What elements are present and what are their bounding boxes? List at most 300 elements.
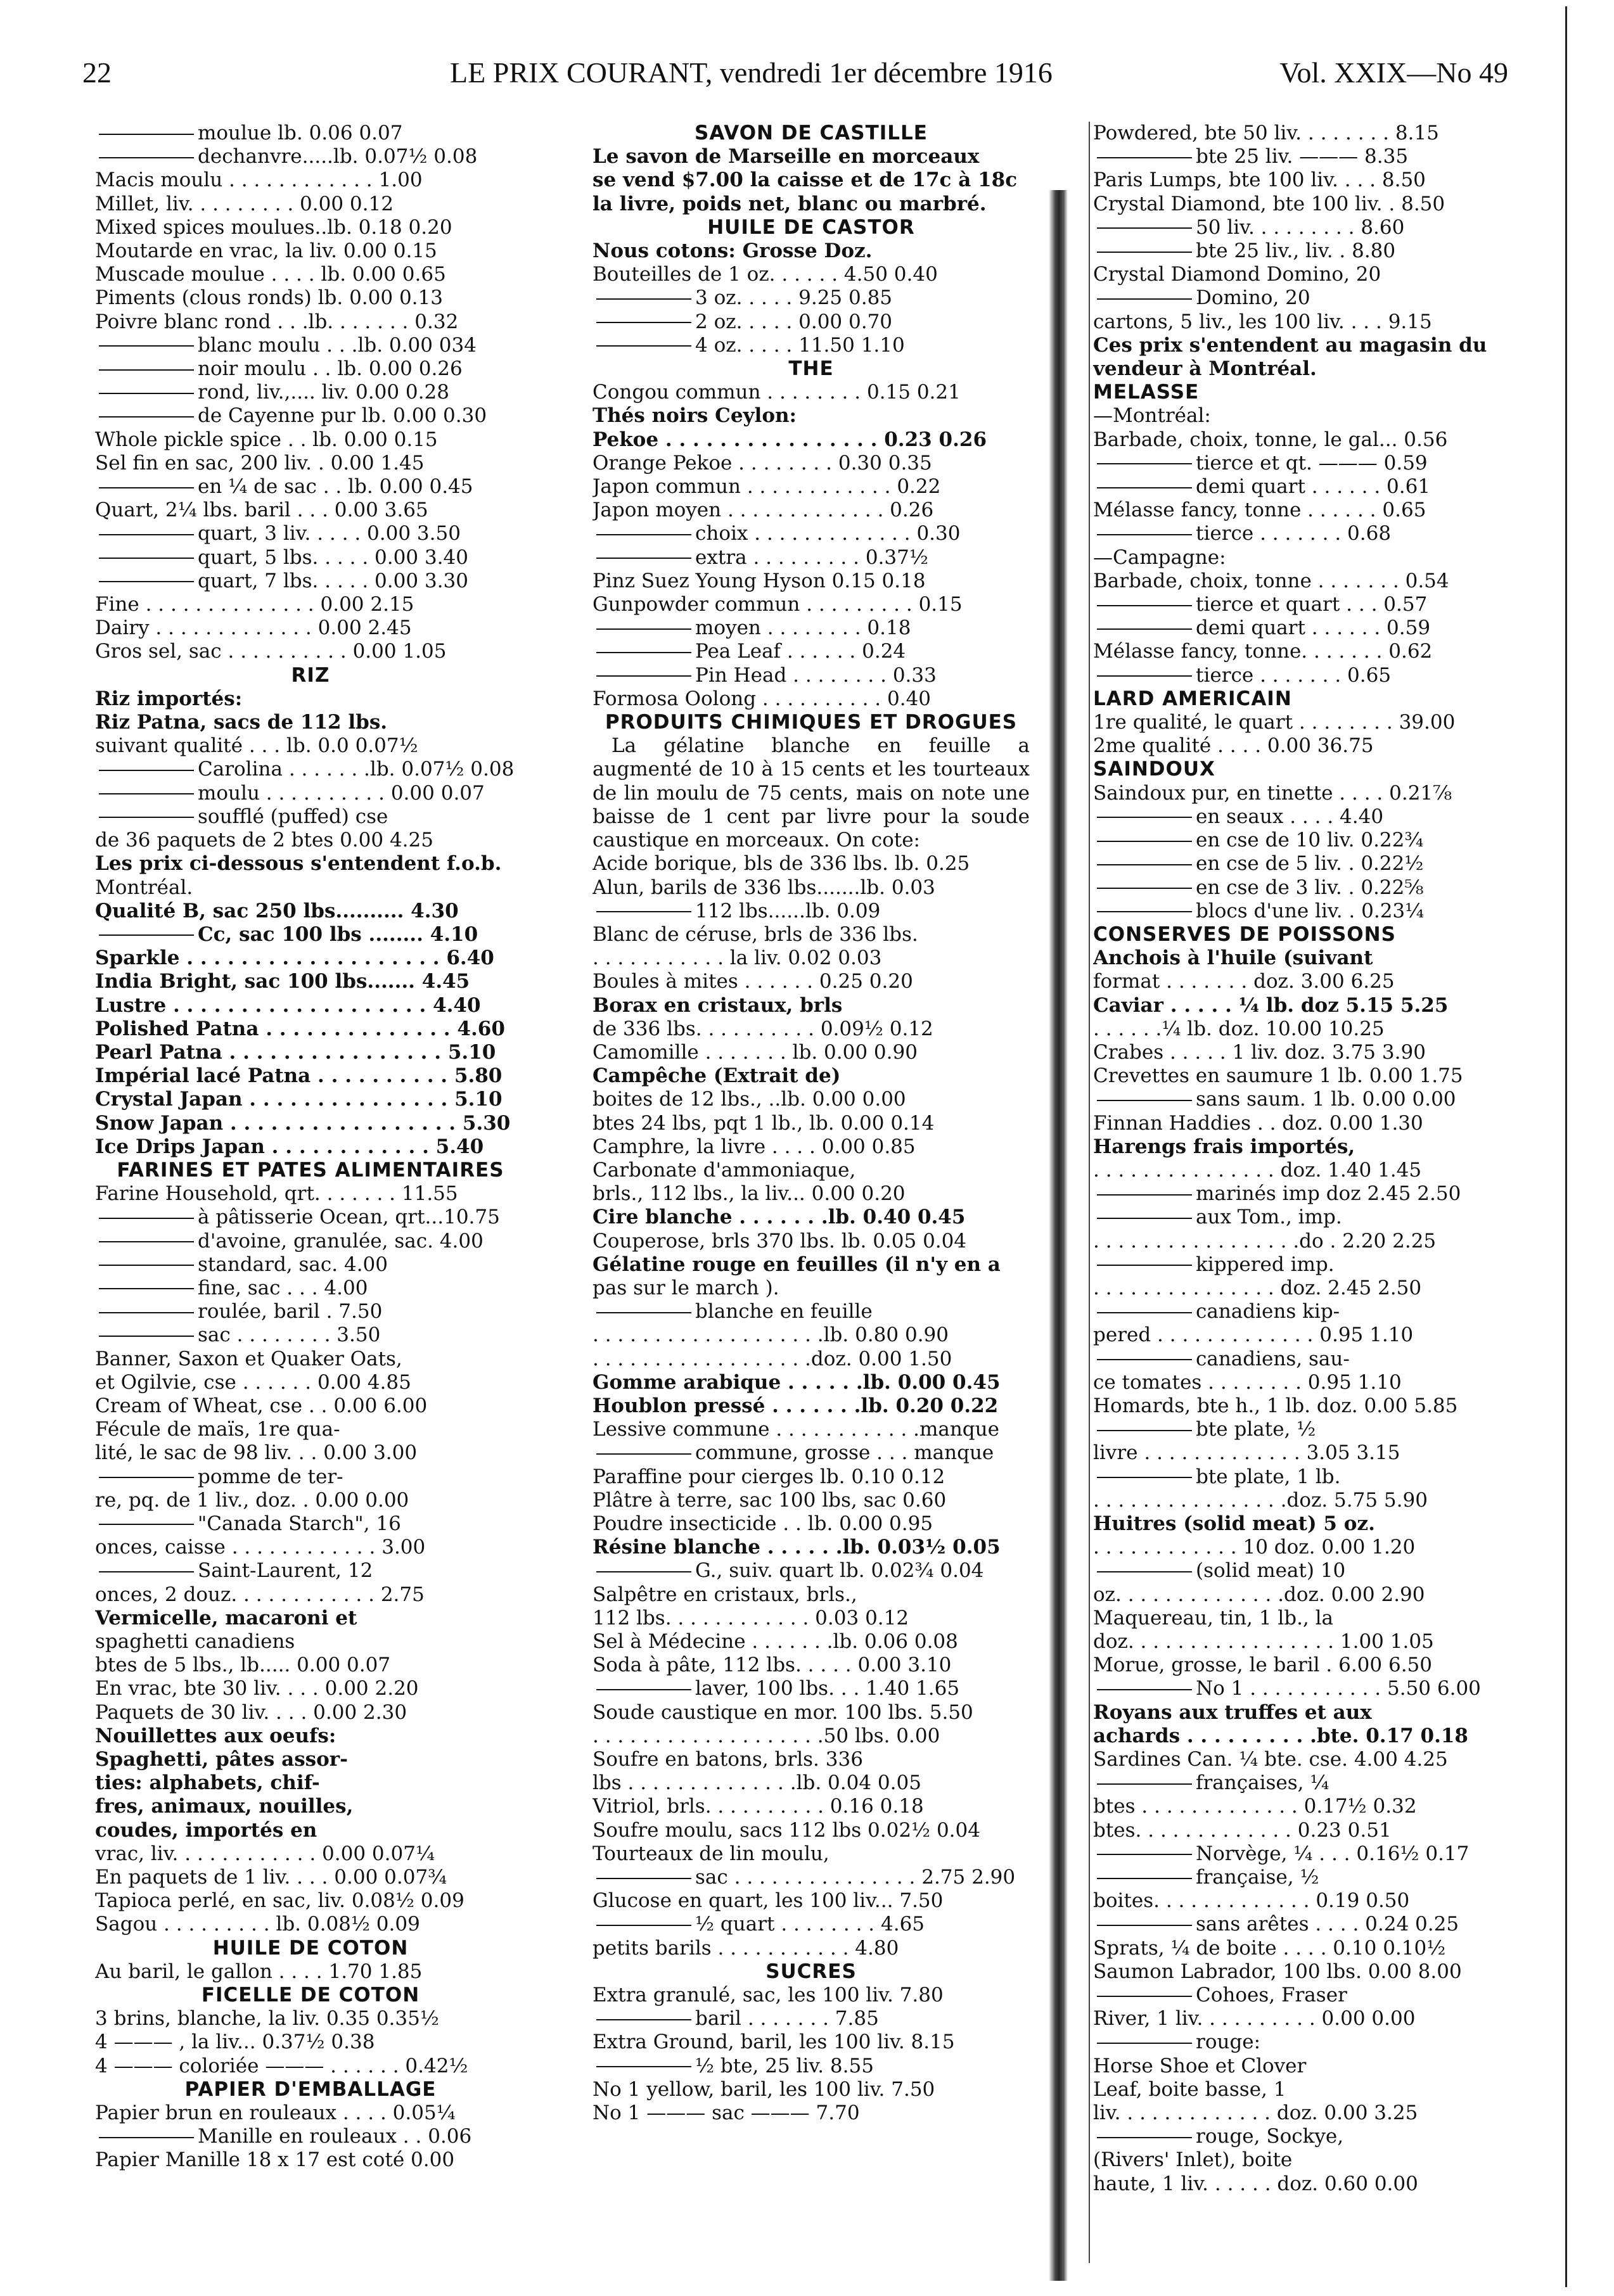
price-line: —Montréal:	[1093, 404, 1211, 428]
price-line	[95, 923, 526, 947]
price-line-text: quart, 5 lbs. . . . . 0.00 3.40	[198, 545, 468, 569]
price-line-text: soufflé (puffed) cse	[198, 805, 388, 828]
price-line	[592, 286, 1030, 310]
price-line: . . . . . . . . . . . . . . . doz. 2.45 2.50	[1093, 1276, 1422, 1299]
price-line-text: tierce et quart . . . 0.57	[1196, 593, 1428, 616]
ditto-dash	[99, 134, 194, 135]
price-line-text: Saint-Laurent, 12	[198, 1559, 373, 1583]
price-line	[1093, 452, 1537, 475]
ditto-dash	[1097, 864, 1192, 865]
price-line-text: bte plate, ½	[1196, 1418, 1316, 1441]
price-line-text: Carolina . . . . . . .lb. 0.07½ 0.08	[198, 758, 515, 781]
price-line-text: extra . . . . . . . . . 0.37½	[695, 545, 928, 569]
price-line	[1093, 1418, 1537, 1441]
price-line-text: moyen . . . . . . . . 0.18	[695, 616, 911, 640]
ditto-dash	[1097, 911, 1192, 912]
price-line	[1093, 1182, 1537, 1206]
price-line: Soda à pâte, 112 lbs. . . . . 0.00 3.10	[592, 1654, 952, 1677]
ditto-dash	[1097, 1925, 1192, 1926]
price-line: Ice Drips Japan . . . . . . . . . . . . 5.40	[95, 1135, 484, 1158]
price-line: Congou commun . . . . . . . . 0.15 0.21	[592, 381, 961, 404]
price-line: 1re qualité, le quart . . . . . . . . 39.00	[1093, 711, 1456, 734]
price-line: Muscade moulue . . . . lb. 0.00 0.65	[95, 263, 446, 286]
price-line: Les prix ci-dessous s'entendent f.o.b.	[95, 852, 502, 876]
price-line: ce tomates . . . . . . . . 0.95 1.10	[1093, 1370, 1402, 1394]
ditto-dash	[596, 1453, 691, 1455]
price-line: Vitriol, brls. . . . . . . . . . 0.16 0.18	[592, 1795, 924, 1818]
price-line-text: canadiens, sau-	[1196, 1347, 1350, 1370]
price-line: Qualité B, sac 250 lbs.......... 4.30	[95, 899, 459, 922]
column-rule	[1089, 122, 1090, 2263]
price-line: Carbonate d'ammoniaque,	[592, 1158, 856, 1182]
price-line-text: ½ quart . . . . . . . . 4.65	[695, 1913, 925, 1936]
price-line-text: bte 25 liv. ——— 8.35	[1196, 145, 1409, 169]
price-line: . . . . . . . . . . . . 10 doz. 0.00 1.20	[1093, 1536, 1416, 1559]
paragraph: La gélatine blanche en feuille a augmenté de 10 à 15 cents et les tourteaux de lin moulu de 75 cents, mais on note une baisse de 1 cent par livre pour la soude caustique en morceaux. On cote:	[592, 734, 1030, 852]
ditto-dash	[1097, 1689, 1192, 1690]
price-line	[1093, 1842, 1537, 1866]
price-line: Fécule de maïs, 1re qua-	[95, 1418, 340, 1441]
ditto-dash	[99, 817, 194, 818]
price-line: Nous cotons: Grosse Doz.	[592, 239, 873, 263]
price-line: Camphre, la livre . . . . 0.00 0.85	[592, 1135, 916, 1158]
price-line	[1093, 2125, 1537, 2148]
price-line: spaghetti canadiens	[95, 1630, 295, 1653]
ditto-dash	[1097, 1265, 1192, 1266]
price-line: Lessive commune . . . . . . . . . . . .manque	[592, 1418, 999, 1441]
price-line: onces, caisse . . . . . . . . . . . . 3.00	[95, 1536, 426, 1559]
price-line: Cream of Wheat, cse . . 0.00 6.00	[95, 1394, 428, 1417]
section-heading: PRODUITS CHIMIQUES ET DROGUES	[605, 711, 1018, 734]
price-line: Extra granulé, sac, les 100 liv. 7.80	[592, 1984, 944, 2007]
price-line	[592, 616, 1030, 640]
price-line-text: blanche en feuille	[695, 1300, 873, 1323]
price-line	[95, 782, 526, 805]
ditto-dash	[1097, 1100, 1192, 1101]
price-line: Banner, Saxon et Quaker Oats,	[95, 1347, 402, 1370]
ditto-dash	[99, 369, 194, 371]
price-line: Extra Ground, baril, les 100 liv. 8.15	[592, 2031, 955, 2054]
price-line: Cire blanche . . . . . . .lb. 0.40 0.45	[592, 1206, 966, 1229]
ditto-dash	[99, 1312, 194, 1313]
price-line: Barbade, choix, tonne . . . . . . . 0.54	[1093, 569, 1449, 592]
price-line: Barbade, choix, tonne, le gal... 0.56	[1093, 428, 1448, 451]
ditto-dash	[99, 416, 194, 418]
price-line: achards . . . . . . . . . .bte. 0.17 0.18	[1093, 1724, 1468, 1747]
price-line: . . . . . .¼ lb. doz. 10.00 10.25	[1093, 1017, 1385, 1040]
price-line	[1093, 1465, 1537, 1489]
price-line-text: de Cayenne pur lb. 0.00 0.30	[198, 404, 487, 428]
price-line-text: rond, liv.,.... liv. 0.00 0.28	[198, 381, 449, 404]
price-line: Ces prix s'entendent au magasin du	[1093, 333, 1487, 357]
price-line: Bouteilles de 1 oz. . . . . . 4.50 0.40	[592, 263, 938, 286]
price-line	[592, 1677, 1030, 1700]
ditto-dash	[1097, 1477, 1192, 1478]
price-line: Japon moyen . . . . . . . . . . . . . 0.26	[592, 499, 934, 522]
price-line-text: aux Tom., imp.	[1196, 1206, 1342, 1229]
ditto-dash	[99, 393, 194, 394]
price-line-text: rouge:	[1196, 2031, 1261, 2054]
price-line: Crevettes en saumure 1 lb. 0.00 1.75	[1093, 1064, 1463, 1088]
column-2	[592, 122, 1030, 2125]
ditto-dash	[99, 345, 194, 347]
price-line	[592, 900, 1030, 923]
price-line	[95, 522, 526, 545]
price-line	[95, 145, 526, 169]
ditto-dash	[596, 298, 691, 300]
price-line-text: commune, grosse . . . manque	[695, 1441, 994, 1465]
ditto-dash	[99, 770, 194, 771]
price-line: Riz Patna, sacs de 112 lbs.	[95, 711, 388, 734]
ditto-dash	[99, 157, 194, 158]
price-line: vendeur à Montréal.	[1093, 357, 1317, 381]
section-heading: RIZ	[291, 663, 330, 687]
price-line: Gunpowder commun . . . . . . . . . 0.15	[592, 593, 963, 616]
price-line-text: blanc moulu . . .lb. 0.00 034	[198, 333, 477, 357]
price-line	[95, 546, 526, 570]
price-line-text: Pea Leaf . . . . . . 0.24	[695, 640, 906, 663]
price-line: Houblon pressé . . . . . . .lb. 0.20 0.22	[592, 1394, 999, 1417]
price-line: Harengs frais importés,	[1093, 1135, 1355, 1158]
price-line: Snow Japan . . . . . . . . . . . . . . . . . 5.30	[95, 1111, 511, 1135]
price-line: Borax en cristaux, brls	[592, 993, 843, 1017]
price-line	[592, 522, 1030, 545]
price-line-text: (solid meat) 10	[1196, 1559, 1346, 1583]
ditto-dash	[1097, 817, 1192, 818]
ditto-dash	[596, 558, 691, 559]
ditto-dash	[596, 1312, 691, 1313]
section-heading: SAVON DE CASTILLE	[695, 122, 928, 144]
section-heading: CONSERVES DE POISSONS	[1093, 922, 1396, 946]
price-line-text: en ¼ de sac . . lb. 0.00 0.45	[198, 475, 473, 499]
price-line: Orange Pekoe . . . . . . . . 0.30 0.35	[592, 451, 932, 475]
price-line: btes 24 lbs, pqt 1 lb., lb. 0.00 0.14	[592, 1111, 935, 1135]
price-line: Piments (clous ronds) lb. 0.00 0.13	[95, 286, 443, 310]
price-line	[95, 1512, 526, 1536]
column-1	[95, 122, 526, 2172]
ditto-dash	[99, 1218, 194, 1219]
price-line: liv. . . . . . . . . . . . . doz. 0.00 3.25	[1093, 2101, 1418, 2125]
price-line: Tapioca perlé, en sac, liv. 0.08½ 0.09	[95, 1889, 464, 1913]
price-line: Spaghetti, pâtes assor-	[95, 1748, 349, 1771]
price-line: No 1 ——— sac ——— 7.70	[592, 2101, 860, 2125]
price-line	[95, 357, 526, 381]
price-line: Mélasse fancy, tonne . . . . . . 0.65	[1093, 499, 1426, 522]
price-line	[592, 334, 1030, 357]
price-line: Pearl Patna . . . . . . . . . . . . . . . . 5.10	[95, 1040, 496, 1064]
price-line	[592, 1866, 1030, 1889]
price-line: brls., 112 lbs., la liv... 0.00 0.20	[592, 1182, 906, 1206]
price-line: Moutarde en vrac, la liv. 0.00 0.15	[95, 239, 437, 263]
price-line: Camomille . . . . . . . lb. 0.00 0.90	[592, 1040, 918, 1064]
price-line: livre . . . . . . . . . . . . . 3.05 3.15	[1093, 1441, 1400, 1465]
price-line	[1093, 829, 1537, 852]
price-line: Huitres (solid meat) 5 oz.	[1093, 1512, 1375, 1535]
price-line: Résine blanche . . . . . .lb. 0.03½ 0.05	[592, 1536, 1001, 1559]
price-line-text: tierce . . . . . . . 0.65	[1196, 663, 1392, 687]
price-line	[1093, 475, 1537, 499]
price-line: Whole pickle spice . . lb. 0.00 0.15	[95, 428, 438, 451]
price-line: Nouillettes aux oeufs:	[95, 1724, 336, 1747]
price-line: Montréal.	[95, 876, 193, 899]
price-line-text: françaises, ¼	[1196, 1771, 1329, 1795]
price-line-text: marinés imp doz 2.45 2.50	[1196, 1182, 1461, 1206]
ditto-dash	[1097, 1878, 1192, 1879]
price-line	[95, 2125, 526, 2148]
ditto-dash	[1097, 1854, 1192, 1855]
price-line-text: tierce et qt. ——— 0.59	[1196, 451, 1428, 475]
price-line: 4 ——— , la liv... 0.37½ 0.38	[95, 2031, 375, 2054]
price-line	[95, 758, 526, 781]
price-line	[95, 1300, 526, 1323]
price-line-text: rouge, Sockye,	[1196, 2125, 1344, 2148]
price-line-text: blocs d'une liv. . 0.23¼	[1196, 899, 1425, 922]
price-line-text: 112 lbs......lb. 0.09	[695, 899, 881, 922]
price-line: Crystal Diamond, bte 100 liv. . 8.50	[1093, 192, 1445, 215]
price-line	[95, 1230, 526, 1253]
price-line-text: No 1 . . . . . . . . . . . 5.50 6.00	[1196, 1677, 1481, 1700]
price-line-text: roulée, baril . 7.50	[198, 1300, 383, 1323]
ditto-dash	[1097, 227, 1192, 229]
price-line: India Bright, sac 100 lbs....... 4.45	[95, 970, 470, 993]
price-line: Powdered, bte 50 liv. . . . . . . . 8.15	[1093, 122, 1439, 144]
price-line: suivant qualité . . . lb. 0.0 0.07½	[95, 734, 418, 758]
page-number: 22	[82, 56, 112, 89]
page-edge-rule	[1565, 6, 1567, 2287]
price-line-text: G., suiv. quart lb. 0.02¾ 0.04	[695, 1559, 984, 1583]
price-line: Paraffine pour cierges lb. 0.10 0.12	[592, 1465, 945, 1488]
price-line	[1093, 593, 1537, 616]
price-line: coudes, importés en	[95, 1818, 317, 1842]
price-line	[95, 475, 526, 499]
price-line: btes de 5 lbs., lb..... 0.00 0.07	[95, 1654, 391, 1677]
ditto-dash	[99, 1524, 194, 1525]
price-line: Campêche (Extrait de)	[592, 1064, 841, 1088]
ditto-dash	[596, 1689, 691, 1690]
page-header	[82, 56, 1508, 100]
price-line	[1093, 1866, 1537, 1889]
price-line: Papier brun en rouleaux . . . . 0.05¼	[95, 2101, 456, 2125]
price-line: River, 1 liv. . . . . . . . . . 0.00 0.00	[1093, 2007, 1416, 2031]
price-line: Mixed spices moulues..lb. 0.18 0.20	[95, 215, 452, 239]
ditto-dash	[1097, 463, 1192, 464]
price-line-text: "Canada Starch", 16	[198, 1512, 401, 1535]
price-line-text: dechanvre.....lb. 0.07½ 0.08	[198, 145, 478, 169]
price-line: fres, animaux, nouilles,	[95, 1795, 354, 1818]
price-line	[95, 122, 526, 145]
ditto-dash	[596, 652, 691, 653]
price-line	[95, 570, 526, 593]
price-line	[95, 381, 526, 404]
section-heading: MELASSE	[1093, 381, 1200, 404]
price-line: Macis moulu . . . . . . . . . . . . 1.00	[95, 169, 423, 192]
ditto-dash	[1097, 1312, 1192, 1313]
section-heading: HUILE DE COTON	[212, 1936, 409, 1960]
price-line: lité, le sac de 98 liv. . . 0.00 3.00	[95, 1441, 418, 1465]
price-line: Royans aux truffes et aux	[1093, 1700, 1372, 1724]
price-line: la livre, poids net, blanc ou marbré.	[592, 192, 987, 215]
price-line	[592, 310, 1030, 334]
price-line: Japon commun . . . . . . . . . . . . 0.22	[592, 475, 941, 499]
price-line-text: en cse de 10 liv. 0.22¾	[1196, 829, 1424, 852]
price-line-text: en cse de 5 liv. . 0.22½	[1196, 852, 1424, 876]
price-line: Leaf, boite basse, 1	[1093, 2077, 1286, 2101]
ditto-dash	[1097, 1218, 1192, 1219]
ditto-dash	[99, 1336, 194, 1337]
price-line-text: sac . . . . . . . . 3.50	[198, 1323, 381, 1347]
price-line-text: sans arêtes . . . . 0.24 0.25	[1196, 1913, 1459, 1936]
price-line: Glucose en quart, les 100 liv... 7.50	[592, 1889, 944, 1913]
ditto-dash	[99, 487, 194, 488]
ditto-dash	[1097, 487, 1192, 488]
ditto-dash	[1097, 157, 1192, 158]
price-line	[95, 805, 526, 829]
ditto-dash	[596, 628, 691, 630]
price-line: Horse Shoe et Clover	[1093, 2054, 1307, 2077]
price-line: lbs . . . . . . . . . . . . . .lb. 0.04 0.05	[592, 1771, 921, 1795]
price-line: Au baril, le gallon . . . . 1.70 1.85	[95, 1960, 423, 1983]
price-line-text: noir moulu . . lb. 0.00 0.26	[198, 357, 463, 381]
price-line-text: 50 liv. . . . . . . . . 8.60	[1196, 215, 1405, 239]
price-line	[592, 2055, 1030, 2078]
ditto-dash	[99, 558, 194, 559]
section-heading: SAINDOUX	[1093, 758, 1215, 781]
ditto-dash	[1097, 1996, 1192, 1997]
price-line: de 336 lbs. . . . . . . . . . 0.09½ 0.12	[592, 1017, 933, 1040]
page-title: LE PRIX COURANT, vendredi 1er décembre 1916	[450, 56, 1053, 89]
price-line: boites de 12 lbs., ..lb. 0.00 0.00	[592, 1088, 906, 1111]
price-line-text: choix . . . . . . . . . . . . . 0.30	[695, 522, 961, 545]
price-line: Thés noirs Ceylon:	[592, 404, 797, 428]
price-line: Tourteaux de lin moulu,	[592, 1842, 829, 1865]
price-line: 4 ——— coloriée ——— . . . . . . 0.42½	[95, 2054, 468, 2077]
price-line	[1093, 900, 1537, 923]
price-line: Le savon de Marseille en morceaux	[592, 145, 980, 169]
price-line: petits barils . . . . . . . . . . . 4.80	[592, 1936, 899, 1960]
price-line: Lustre . . . . . . . . . . . . . . . . . . . 4.40	[95, 993, 481, 1017]
ditto-dash	[99, 1265, 194, 1266]
price-line: Soufre moulu, sacs 112 lbs 0.02½ 0.04	[592, 1818, 980, 1842]
ditto-dash	[596, 911, 691, 912]
ditto-dash	[99, 793, 194, 794]
price-line: Salpêtre en cristaux, brls.,	[592, 1583, 857, 1606]
ditto-dash	[99, 934, 194, 936]
section-heading: SUCRES	[765, 1960, 857, 1983]
price-line	[1093, 876, 1537, 900]
price-line: Blanc de céruse, brls de 336 lbs.	[592, 922, 918, 946]
price-line	[95, 1323, 526, 1347]
price-line: Crabes . . . . . 1 liv. doz. 3.75 3.90	[1093, 1040, 1426, 1064]
price-line: Acide borique, bls de 336 lbs. lb. 0.25	[592, 852, 970, 876]
price-line: Homards, bte h., 1 lb. doz. 0.00 5.85	[1093, 1394, 1458, 1417]
price-line	[1093, 1300, 1537, 1323]
price-line: btes. . . . . . . . . . . . . 0.23 0.51	[1093, 1818, 1392, 1842]
price-line: Dairy . . . . . . . . . . . . . 0.00 2.45	[95, 616, 412, 640]
ditto-dash	[596, 675, 691, 677]
ditto-dash	[596, 2066, 691, 2067]
price-line: ties: alphabets, chif-	[95, 1771, 320, 1795]
price-line: Paris Lumps, bte 100 liv. . . . 8.50	[1093, 169, 1426, 192]
price-line: Mélasse fancy, tonne. . . . . . . 0.62	[1093, 640, 1433, 663]
ditto-dash	[1097, 2137, 1192, 2138]
price-line: Farine Household, qrt. . . . . . . 11.55	[95, 1182, 458, 1206]
price-line-text: bte plate, 1 lb.	[1196, 1465, 1341, 1488]
price-line: Alun, barils de 336 lbs.......lb. 0.03	[592, 876, 935, 899]
section-heading: HUILE DE CASTOR	[707, 215, 915, 239]
price-line-text: standard, sac. 4.00	[198, 1253, 388, 1276]
price-line-text: bte 25 liv., liv. . 8.80	[1196, 239, 1396, 263]
ditto-dash	[1097, 1571, 1192, 1572]
price-line	[1093, 616, 1537, 640]
price-line: . . . . . . . . . . . . . . . . . . .50 lbs. 0.00	[592, 1724, 940, 1747]
price-line: . . . . . . . . . . . . . . . .doz. 5.75 5.90	[1093, 1488, 1428, 1512]
price-line	[95, 1253, 526, 1277]
price-line: Saumon Labrador, 100 lbs. 0.00 8.00	[1093, 1960, 1462, 1983]
price-line	[1093, 1348, 1537, 1371]
price-line: Finnan Haddies . . doz. 0.00 1.30	[1093, 1111, 1423, 1135]
ditto-dash	[1097, 252, 1192, 253]
price-line	[1093, 1253, 1537, 1277]
price-line-text: pomme de ter-	[198, 1465, 343, 1488]
price-line-text: demi quart . . . . . . 0.61	[1196, 475, 1431, 499]
price-line: 3 brins, blanche, la liv. 0.35 0.35½	[95, 2007, 439, 2031]
price-line	[1093, 1771, 1537, 1795]
ditto-dash	[99, 1571, 194, 1572]
price-line: . . . . . . . . . . . la liv. 0.02 0.03	[592, 947, 882, 970]
price-line: Poivre blanc rond . . .lb. . . . . . . 0.32	[95, 310, 459, 333]
price-line: Riz importés:	[95, 687, 243, 710]
price-line: Plâtre à terre, sac 100 lbs, sac 0.60	[592, 1488, 947, 1512]
price-line: En paquets de 1 liv. . . . 0.00 0.07¾	[95, 1866, 447, 1889]
price-line	[592, 1441, 1030, 1465]
ditto-dash	[596, 345, 691, 347]
price-line-text: kippered imp.	[1196, 1253, 1335, 1276]
price-line	[1093, 1677, 1537, 1700]
ditto-dash	[1097, 628, 1192, 630]
price-line-text: ½ bte, 25 liv. 8.55	[695, 2054, 874, 2077]
price-line	[592, 640, 1030, 663]
price-line: 2me qualité . . . . 0.00 36.75	[1093, 734, 1374, 758]
price-line	[1093, 852, 1537, 876]
section-heading: PAPIER D'EMBALLAGE	[184, 2077, 437, 2101]
ditto-dash	[1097, 675, 1192, 677]
ditto-dash	[596, 322, 691, 323]
ditto-dash	[99, 2137, 194, 2138]
price-line-text: sac . . . . . . . . . . . . . . . 2.75 2.90	[695, 1866, 1016, 1889]
price-line: Paquets de 30 liv. . . . 0.00 2.30	[95, 1700, 407, 1724]
price-line: Sel à Médecine . . . . . . .lb. 0.06 0.08	[592, 1630, 958, 1653]
price-line: haute, 1 liv. . . . . . doz. 0.60 0.00	[1093, 2172, 1418, 2195]
section-heading: THE	[788, 357, 834, 381]
price-line: Soude caustique en mor. 100 lbs. 5.50	[592, 1700, 973, 1724]
price-line	[592, 664, 1030, 687]
price-line: doz. . . . . . . . . . . . . . . . . 1.00 1.05	[1093, 1630, 1434, 1653]
price-line: Sardines Can. ¼ bte. cse. 4.00 4.25	[1093, 1748, 1448, 1771]
price-line-text: française, ½	[1196, 1866, 1319, 1889]
price-line: vrac, liv. . . . . . . . . . . . 0.00 0.07¼	[95, 1842, 435, 1865]
price-line: Anchois à l'huile (suivant	[1093, 947, 1373, 970]
price-line: format . . . . . . . doz. 3.00 6.25	[1093, 970, 1395, 993]
price-line: Pekoe . . . . . . . . . . . . . . . . 0.23 0.26	[592, 428, 987, 451]
price-line: Vermicelle, macaroni et	[95, 1606, 357, 1630]
price-line: Polished Patna . . . . . . . . . . . . . . 4.60	[95, 1017, 505, 1040]
ditto-dash	[1097, 841, 1192, 842]
price-line	[1093, 239, 1537, 263]
price-line: 112 lbs. . . . . . . . . . . . 0.03 0.12	[592, 1606, 909, 1630]
price-line: de 36 paquets de 2 btes 0.00 4.25	[95, 829, 433, 852]
ditto-dash	[1097, 2043, 1192, 2044]
price-line-text: Cohoes, Fraser	[1196, 1984, 1347, 2007]
